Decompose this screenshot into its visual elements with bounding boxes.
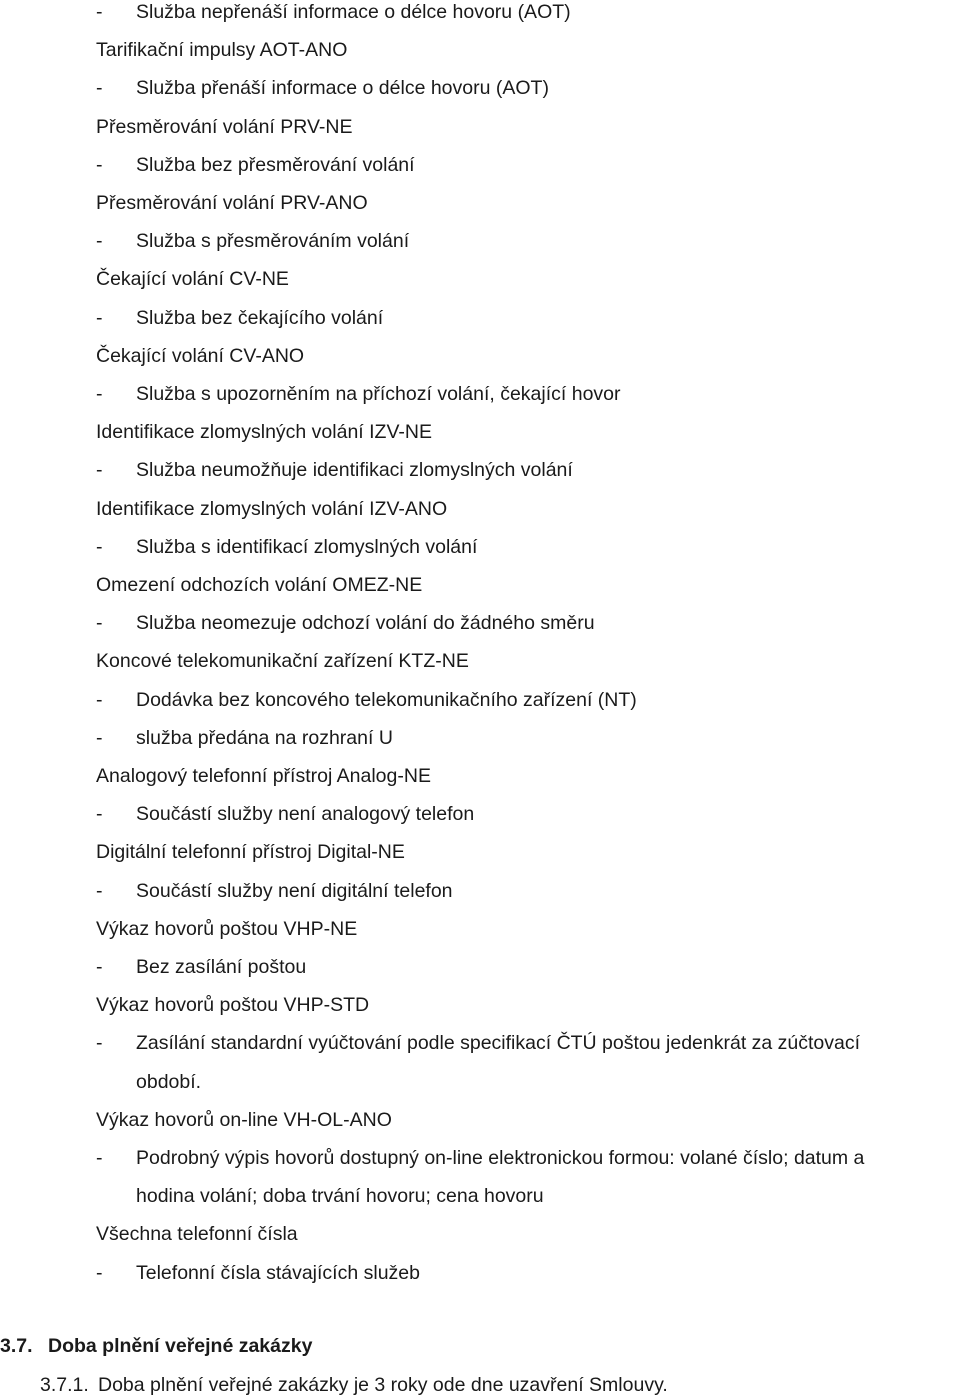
bullet-dash: -	[96, 688, 103, 711]
bullet-dash: -	[96, 612, 103, 635]
service-label: Výkaz hovorů on-line VH-OL-ANO	[96, 1108, 392, 1131]
service-label: Koncové telekomunikační zařízení KTZ-NE	[96, 650, 469, 673]
bullet-dash: -	[96, 77, 103, 100]
bullet-dash: -	[96, 535, 103, 558]
service-label: Identifikace zlomyslných volání IZV-ANO	[96, 497, 448, 520]
bullet-text: služba předána na rozhraní U	[136, 726, 393, 749]
section-number: 3.7.	[0, 1335, 33, 1357]
service-label: Přesměrování volání PRV-ANO	[96, 192, 368, 214]
bullet-dash: -	[96, 1261, 103, 1284]
bullet-text: Dodávka bez koncového telekomunikačního zařízení (NT)	[136, 688, 637, 711]
bullet-text: Podrobný výpis hovorů dostupný on-line elektronickou formou: volané číslo; datum a	[136, 1147, 865, 1169]
bullet-dash: -	[96, 1147, 103, 1169]
bullet-text: Služba s přesměrováním volání	[136, 230, 410, 253]
service-label: Výkaz hovorů poštou VHP-NE	[96, 917, 358, 940]
bullet-dash: -	[96, 726, 103, 749]
bullet-text: Služba bez čekajícího volání	[136, 306, 384, 329]
bullet-dash: -	[96, 1032, 103, 1055]
bullet-dash: -	[96, 803, 103, 826]
bullet-text: Telefonní čísla stávajících služeb	[136, 1261, 420, 1284]
bullet-dash: -	[96, 383, 103, 405]
service-label: Identifikace zlomyslných volání IZV-NE	[96, 421, 432, 444]
subsection-number: 3.7.1.	[40, 1374, 89, 1396]
section-heading	[0, 1334, 312, 1358]
bullet-text: Bez zasílání poštou	[136, 956, 307, 978]
subsection-text: Doba plnění veřejné zakázky je 3 roky ode dne uzavření Smlouvy.	[98, 1374, 668, 1396]
bullet-text: Zasílání standardní vyúčtování podle specifikací ČTÚ poštou jedenkrát za zúčtovací	[136, 1032, 861, 1055]
bullet-dash: -	[96, 459, 103, 482]
bullet-text: Služba neumožňuje identifikaci zlomyslných volání	[136, 459, 573, 482]
service-label: Čekající volání CV-NE	[96, 268, 289, 291]
service-label: Digitální telefonní přístroj Digital-NE	[96, 841, 405, 864]
service-label: Analogový telefonní přístroj Analog-NE	[96, 765, 431, 787]
subsection-line	[40, 1373, 668, 1397]
bullet-dash: -	[96, 153, 103, 176]
service-label: Výkaz hovorů poštou VHP-STD	[96, 994, 370, 1017]
service-label: Tarifikační impulsy AOT-ANO	[96, 39, 348, 62]
bullet-text-continued: hodina volání; doba trvání hovoru; cena hovoru	[136, 1185, 544, 1208]
service-label: Omezení odchozích volání OMEZ-NE	[96, 574, 423, 596]
bullet-text: Služba s identifikací zlomyslných volání	[136, 535, 478, 558]
bullet-text: Služba s upozorněním na příchozí volání, čekající hovor	[136, 383, 621, 405]
bullet-text: Služba bez přesměrování volání	[136, 153, 415, 176]
bullet-dash: -	[96, 879, 103, 902]
bullet-text: Součástí služby není digitální telefon	[136, 879, 453, 902]
bullet-text: Služba přenáší informace o délce hovoru (AOT)	[136, 77, 549, 100]
bullet-text-continued: období.	[136, 1070, 202, 1093]
service-label: Čekající volání CV-ANO	[96, 344, 305, 367]
bullet-text: Služba nepřenáší informace o délce hovoru (AOT)	[136, 1, 571, 23]
bullet-dash: -	[96, 230, 103, 253]
bullet-dash: -	[96, 956, 103, 978]
bullet-text: Součástí služby není analogový telefon	[136, 803, 475, 826]
section-title: Doba plnění veřejné zakázky	[48, 1335, 313, 1357]
service-label: Přesměrování volání PRV-NE	[96, 115, 353, 138]
bullet-text: Služba neomezuje odchozí volání do žádného směru	[136, 612, 595, 635]
service-label: Všechna telefonní čísla	[96, 1223, 298, 1246]
bullet-dash: -	[96, 1, 103, 23]
bullet-dash: -	[96, 306, 103, 329]
